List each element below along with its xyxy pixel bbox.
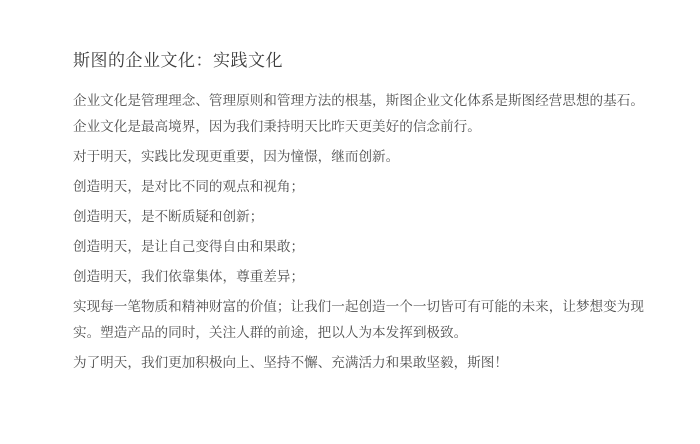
paragraph-create-freedom: 创造明天，是让自己变得自由和果敢； [73, 239, 305, 254]
paragraph-value-vision: 实现每一笔物质和精神财富的价值；让我们一起创造一个一切皆可有可能的未来，让梦想变为现实。塑造产品的同时，关注人群的前途，把以人为本发挥到极致。 [73, 299, 644, 340]
paragraph-intro: 企业文化是管理理念、管理原则和管理方法的根基，斯图企业文化体系是斯图经营思想的基石。企业文化是最高境界，因为我们秉持明天比昨天更美好的信念前行。 [73, 93, 644, 134]
page-title: 斯图的企业文化：实践文化 [73, 51, 283, 70]
document-body [73, 88, 645, 376]
paragraph-create-viewpoints: 创造明天，是对比不同的观点和视角； [73, 179, 305, 194]
paragraph-tomorrow-practice: 对于明天，实践比发现更重要，因为憧憬，继而创新。 [73, 149, 400, 164]
paragraph-closing-slogan: 为了明天，我们更加积极向上、坚持不懈、充满活力和果敢坚毅，斯图！ [73, 355, 508, 370]
paragraph-create-innovation: 创造明天，是不断质疑和创新； [73, 209, 264, 224]
paragraph-create-collective: 创造明天，我们依靠集体，尊重差异； [73, 269, 305, 284]
